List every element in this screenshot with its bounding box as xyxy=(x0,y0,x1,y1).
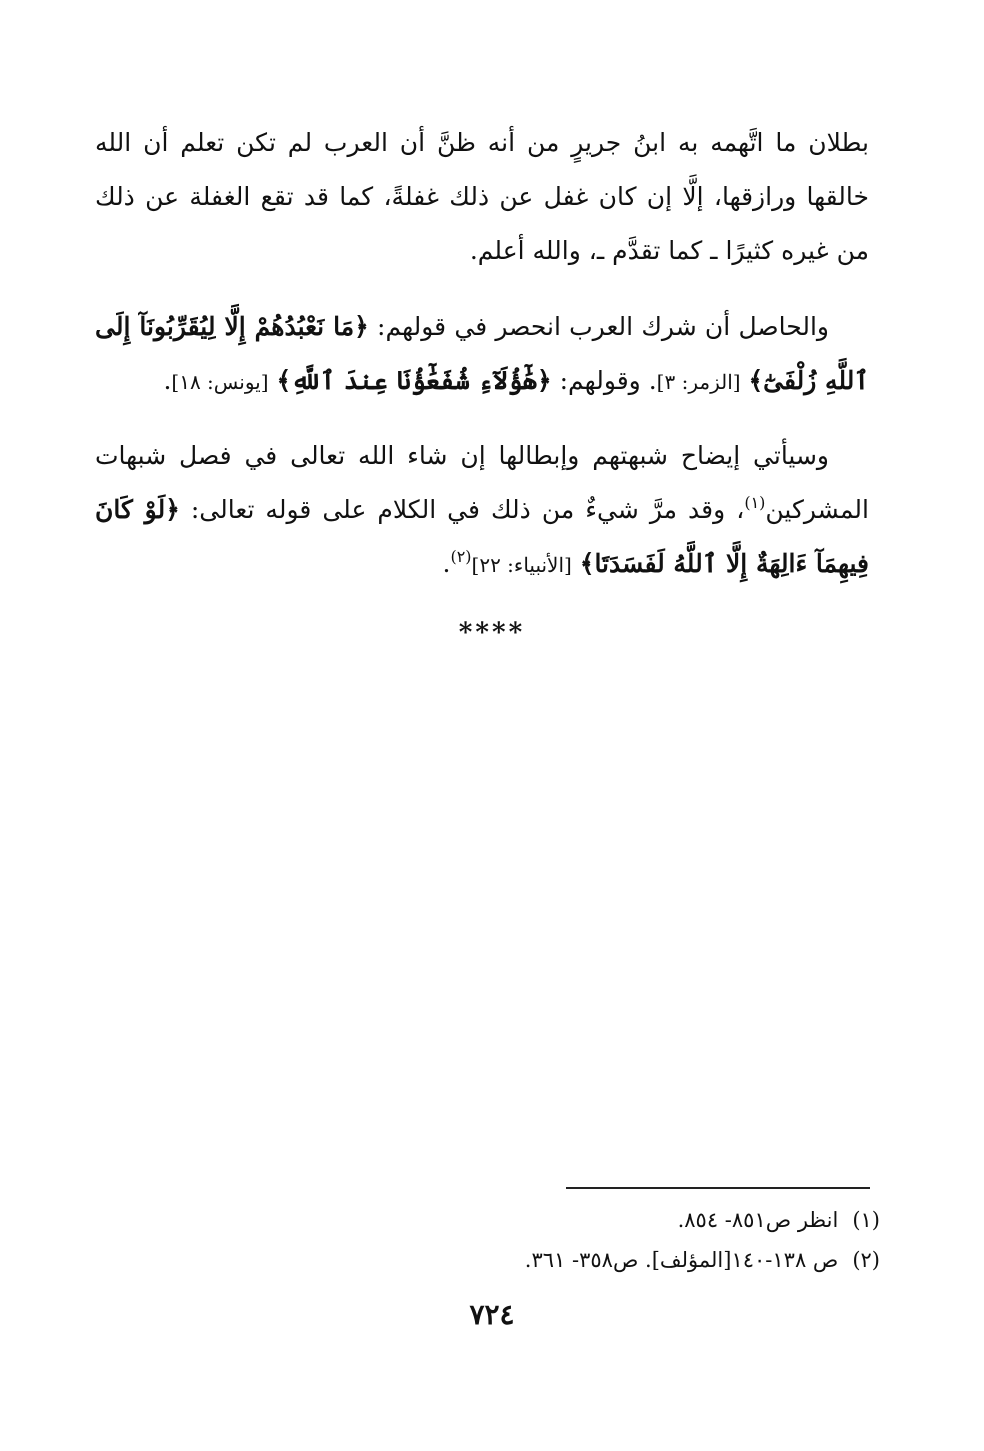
verse-reference-zumar: [الزمر: ٣] xyxy=(656,370,741,394)
verse-reference-yunus: [يونس: ١٨] xyxy=(171,370,269,394)
quran-close-bracket: ﴾ xyxy=(748,366,764,395)
paragraph-3-intro: وسيأتي إيضاح شبهتهم وإبطالها إن شاء الله تعالى في فصل شبهات المشركين xyxy=(95,441,869,524)
quran-open-bracket: ﴿ xyxy=(165,495,180,524)
footnote-marker-1: (١) xyxy=(744,493,766,512)
footnote-2-number: (٢) xyxy=(852,1248,880,1272)
quran-close-bracket: ﴾ xyxy=(276,366,292,395)
paragraph-1-text: بطلان ما اتَّهمه به ابنُ جريرٍ من أنه ظنَّ أن العرب لم تكن تعلم أن الله خالقها ورازقها، إلَّا إن كان غفل عن ذلك غفلةً، كما قد تقع الغفلة عن ذلك من غيره كثيرًا ـ كما تقدَّم ـ، والله أعلم. xyxy=(95,128,869,265)
quran-open-bracket: ﴿ xyxy=(537,366,552,395)
footnote-1-text: انظر ص٨٥١- ٨٥٤. xyxy=(677,1208,839,1232)
footnote-2 xyxy=(300,1245,880,1275)
paragraph-2-intro: والحاصل أن شرك العرب انحصر في قولهم: xyxy=(368,312,830,341)
paragraph-2-end: . xyxy=(163,366,172,395)
footnote-1-number: (١) xyxy=(852,1208,880,1232)
quran-verse-zumar: مَا نَعْبُدُهُمْ إِلَّا لِيُقَرِّبُونَآ إِلَى ٱللَّهِ زُلْفَىٰٓ xyxy=(95,312,869,395)
quran-open-bracket: ﴿ xyxy=(354,312,369,341)
paragraph-3-end: . xyxy=(442,549,451,578)
paragraph-1 xyxy=(95,116,869,278)
paragraph-2-mid: . وقولهم: xyxy=(551,366,657,395)
paragraph-3-mid: ، وقد مرَّ شيءٌ من ذلك في الكلام على قوله تعالى: xyxy=(179,495,745,524)
footnote-2-text: ص ١٣٨-١٤٠[المؤلف]. ص٣٥٨- ٣٦١. xyxy=(524,1248,839,1272)
paragraph-3 xyxy=(95,429,869,592)
footnote-marker-2: (٢) xyxy=(450,547,472,566)
quran-verse-yunus: هَٰٓؤُلَآءِ شُفَعَٰٓؤُنَا عِندَ ٱللَّهِ xyxy=(291,366,538,395)
section-separator: **** xyxy=(458,618,526,648)
footnote-1 xyxy=(300,1205,880,1235)
quran-verse-anbiya: لَوْ كَانَ فِيهِمَآ ءَالِهَةٌ إِلَّا ٱللَّهُ لَفَسَدَتَا xyxy=(95,495,869,578)
paragraph-2 xyxy=(95,300,869,409)
quran-close-bracket: ﴾ xyxy=(579,549,595,578)
page-number: ٧٢٤ xyxy=(469,1298,515,1331)
footnote-divider xyxy=(566,1187,870,1189)
verse-reference-anbiya: [الأنبياء: ٢٢] xyxy=(471,553,572,577)
